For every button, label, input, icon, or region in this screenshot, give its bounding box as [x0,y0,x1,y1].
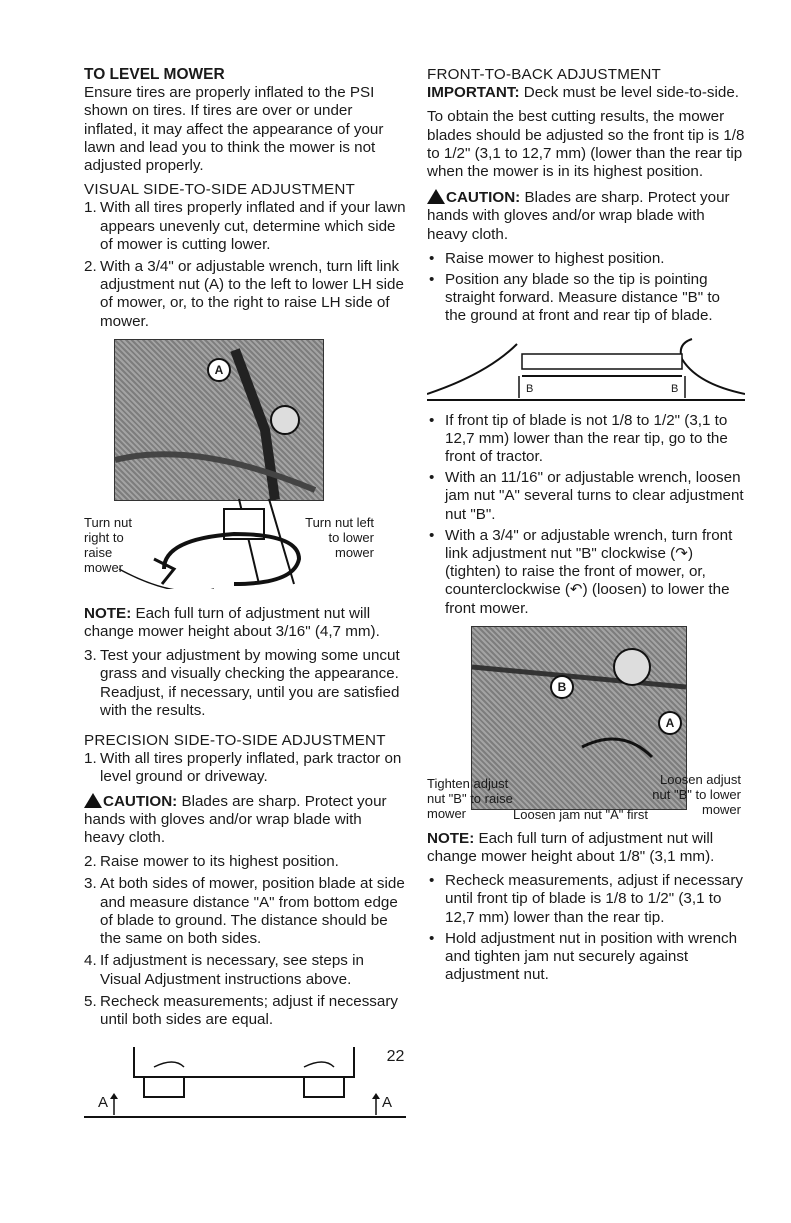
bullet-item: • Hold adjustment nut in position with wrench and tighten jam nut securely against adjustment nut. [427,930,745,985]
important-note: IMPORTANT: Deck must be level side-to-side. [427,84,739,102]
bullet-item: • Position any blade so the tip is pointing straight forward. Measure distance "B" to the ground at front and rear tip of blade. [427,271,745,326]
loosen-caption: Loosen adjust nut "B" to lower mower [652,771,741,817]
label-b-marker: B [550,675,574,699]
visual-steps [84,199,406,330]
page-number: 22 [386,1048,405,1065]
left-note: NOTE: Each full turn of adjustment nut will change mower height about 3/16" (4,7 mm). [84,604,380,641]
lift-link-photo [114,339,324,501]
precision-step: 3. At both sides of mower, position blade at side and measure distance "A" from bottom edge of blade to ground. The distance should be the same on both sides. [84,875,405,948]
front-link-photo-figure [427,626,745,822]
distance-a-label-left: A [98,1094,109,1112]
label-a-marker: A [207,358,231,382]
left-column [84,66,406,1130]
precision-steps [84,853,406,1029]
distance-b-label-rear: B [671,382,679,395]
label-a-marker: A [658,711,682,735]
right-note: NOTE: Each full turn of adjustment nut will change mower height about 1/8" (3,1 mm). [427,829,715,866]
precision-step: 2. Raise mower to its highest position. [84,853,339,871]
lift-link-photo-figure [84,339,406,597]
visual-step: 2. With a 3/4" or adjustable wrench, turn lift link adjustment nut (A) to the left to lower LH side of mower, or, to the right to raise LH side of mower. [84,258,404,330]
turn-left-caption: Turn nut left to lower mower [305,514,374,560]
bullets-a [427,250,745,326]
bullets-b [427,412,745,618]
bullet-item: • With an 11/16" or adjustable wrench, loosen jam nut "A" several turns to clear adjustment nut "B". [427,469,745,524]
bullet-item: • Raise mower to highest position. [427,250,745,268]
visual-step: 1. With all tires properly inflated and if your lawn appears unevenly cut, determine which side of mower is cutting lower. [84,199,406,253]
blade-side-view-illustration [427,334,745,404]
level-mower-heading: TO LEVEL MOWER [84,66,225,83]
bullet-item: • With a 3/4" or adjustable wrench, turn front link adjustment nut "B" clockwise (↷) (tighten) to raise the front of mower, or, counterclockwise (↶) (loosen) to lower the front mower. [427,527,745,618]
right-column [427,66,745,991]
distance-a-label-right: A [382,1094,393,1112]
tighten-caption: Tighten adjust nut "B" to raise mower [427,775,513,821]
precision-step: 5. Recheck measurements; adjust if necessary until both sides are equal. [84,992,398,1028]
visual-adjust-heading: VISUAL SIDE-TO-SIDE ADJUSTMENT [84,181,355,199]
right-caution: CAUTION: Blades are sharp. Protect your hands with gloves and/or wrap blade with heavy cloth. [427,189,730,243]
warning-icon [427,189,445,204]
precision-step-1: 1. With all tires properly inflated, park tractor on level ground or driveway. [84,750,402,786]
jam-nut-caption: Loosen jam nut "A" first [513,806,648,822]
level-intro: Ensure tires are properly inflated to the PSI shown on tires. If tires are over or under inflated, it may affect the appearance of your lawn and lead you to think the mower is not adjusted properly. [84,84,384,175]
left-caution: CAUTION: Blades are sharp. Protect your hands with gloves and/or wrap blade with heavy cloth. [84,792,387,847]
precision-step: 4. If adjustment is necessary, see steps in Visual Adjustment instructions above. [84,952,364,988]
warning-icon [84,793,102,808]
bullet-item: • Recheck measurements, adjust if necessary until front tip of blade is 1/8 to 1/2" (3,1 to 12,7 mm) lower than the rear tip. [427,872,745,927]
blade-distance-diagram [427,334,745,404]
front-back-intro: To obtain the best cutting results, the mower blades should be adjusted so the front tip is 1/8 to 1/2" (3,1 to 12,7 mm) (lower than the rear tip when the mower is in its highest position. [427,108,745,181]
precision-heading: PRECISION SIDE-TO-SIDE ADJUSTMENT [84,732,386,750]
bullets-c [427,872,745,984]
front-back-heading: FRONT-TO-BACK ADJUSTMENT [427,66,662,83]
turn-right-caption: Turn nut right to raise mower [84,514,132,575]
bullet-item: • If front tip of blade is not 1/8 to 1/2" (3,1 to 12,7 mm) lower than the rear tip, go to the front of tractor. [427,412,745,467]
visual-step-3: 3. Test your adjustment by mowing some uncut grass and visually checking the appearance. Readjust, if necessary, until you are satisfied with the results. [84,647,400,719]
distance-b-label-front: B [526,382,534,395]
